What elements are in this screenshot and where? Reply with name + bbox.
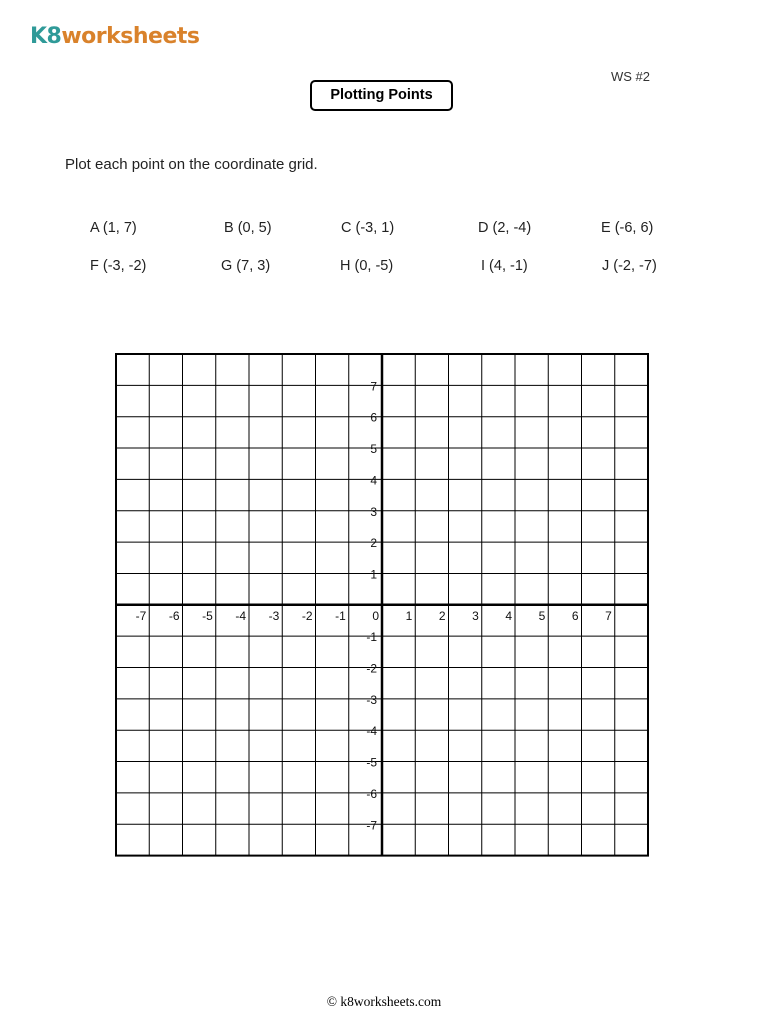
y-tick-label: -7: [366, 818, 377, 833]
y-tick-label: 6: [370, 410, 377, 425]
y-tick-label: 2: [370, 536, 377, 551]
instruction-text: Plot each point on the coordinate grid.: [65, 156, 318, 173]
x-tick-label: 0: [372, 608, 379, 623]
x-tick-label: -4: [235, 608, 246, 623]
x-tick-label: -1: [335, 608, 346, 623]
x-tick-label: 4: [505, 608, 512, 623]
y-tick-label: -3: [366, 692, 377, 707]
y-tick-label: 5: [370, 442, 377, 457]
y-tick-label: -1: [366, 630, 377, 645]
x-tick-label: 7: [605, 608, 612, 623]
y-tick-label: 4: [370, 473, 377, 488]
y-tick-label: 7: [370, 379, 377, 394]
y-tick-label: -5: [366, 755, 377, 770]
logo-worksheets: worksheets: [61, 24, 200, 49]
x-tick-label: -7: [135, 608, 147, 623]
x-tick-label: -5: [202, 608, 213, 623]
x-tick-label: -6: [168, 608, 180, 623]
y-tick-label: -2: [366, 661, 377, 676]
point-label-a: A (1, 7): [90, 220, 137, 236]
x-tick-label: 5: [538, 608, 546, 623]
k8worksheets-logo: [30, 24, 200, 49]
coordinate-grid[interactable]: [114, 352, 654, 862]
point-label-j: J (-2, -7): [602, 258, 657, 274]
y-tick-label: -4: [366, 724, 377, 739]
point-label-h: H (0, -5): [340, 258, 394, 274]
x-tick-label: 6: [571, 608, 579, 623]
x-tick-label: -3: [268, 608, 280, 623]
worksheet-title: Plotting Points: [310, 80, 453, 111]
copyright-footer: © k8worksheets.com: [326, 994, 442, 1009]
x-tick-label: -2: [301, 608, 313, 623]
x-tick-label: 1: [405, 608, 413, 623]
point-label-c: C (-3, 1): [341, 220, 395, 236]
point-label-g: G (7, 3): [221, 258, 271, 274]
point-label-e: E (-6, 6): [601, 220, 654, 236]
y-tick-label: 3: [370, 504, 377, 519]
y-tick-label: -6: [366, 786, 377, 801]
point-label-b: B (0, 5): [224, 220, 272, 236]
logo-k8: K8: [30, 24, 62, 49]
x-tick-label: 2: [438, 608, 446, 623]
y-tick-label: 1: [370, 567, 377, 582]
point-label-d: D (2, -4): [478, 220, 532, 236]
worksheet-number: WS #2: [611, 69, 651, 84]
point-label-f: F (-3, -2): [90, 258, 147, 274]
x-tick-label: 3: [472, 608, 479, 623]
point-label-i: I (4, -1): [481, 258, 528, 274]
